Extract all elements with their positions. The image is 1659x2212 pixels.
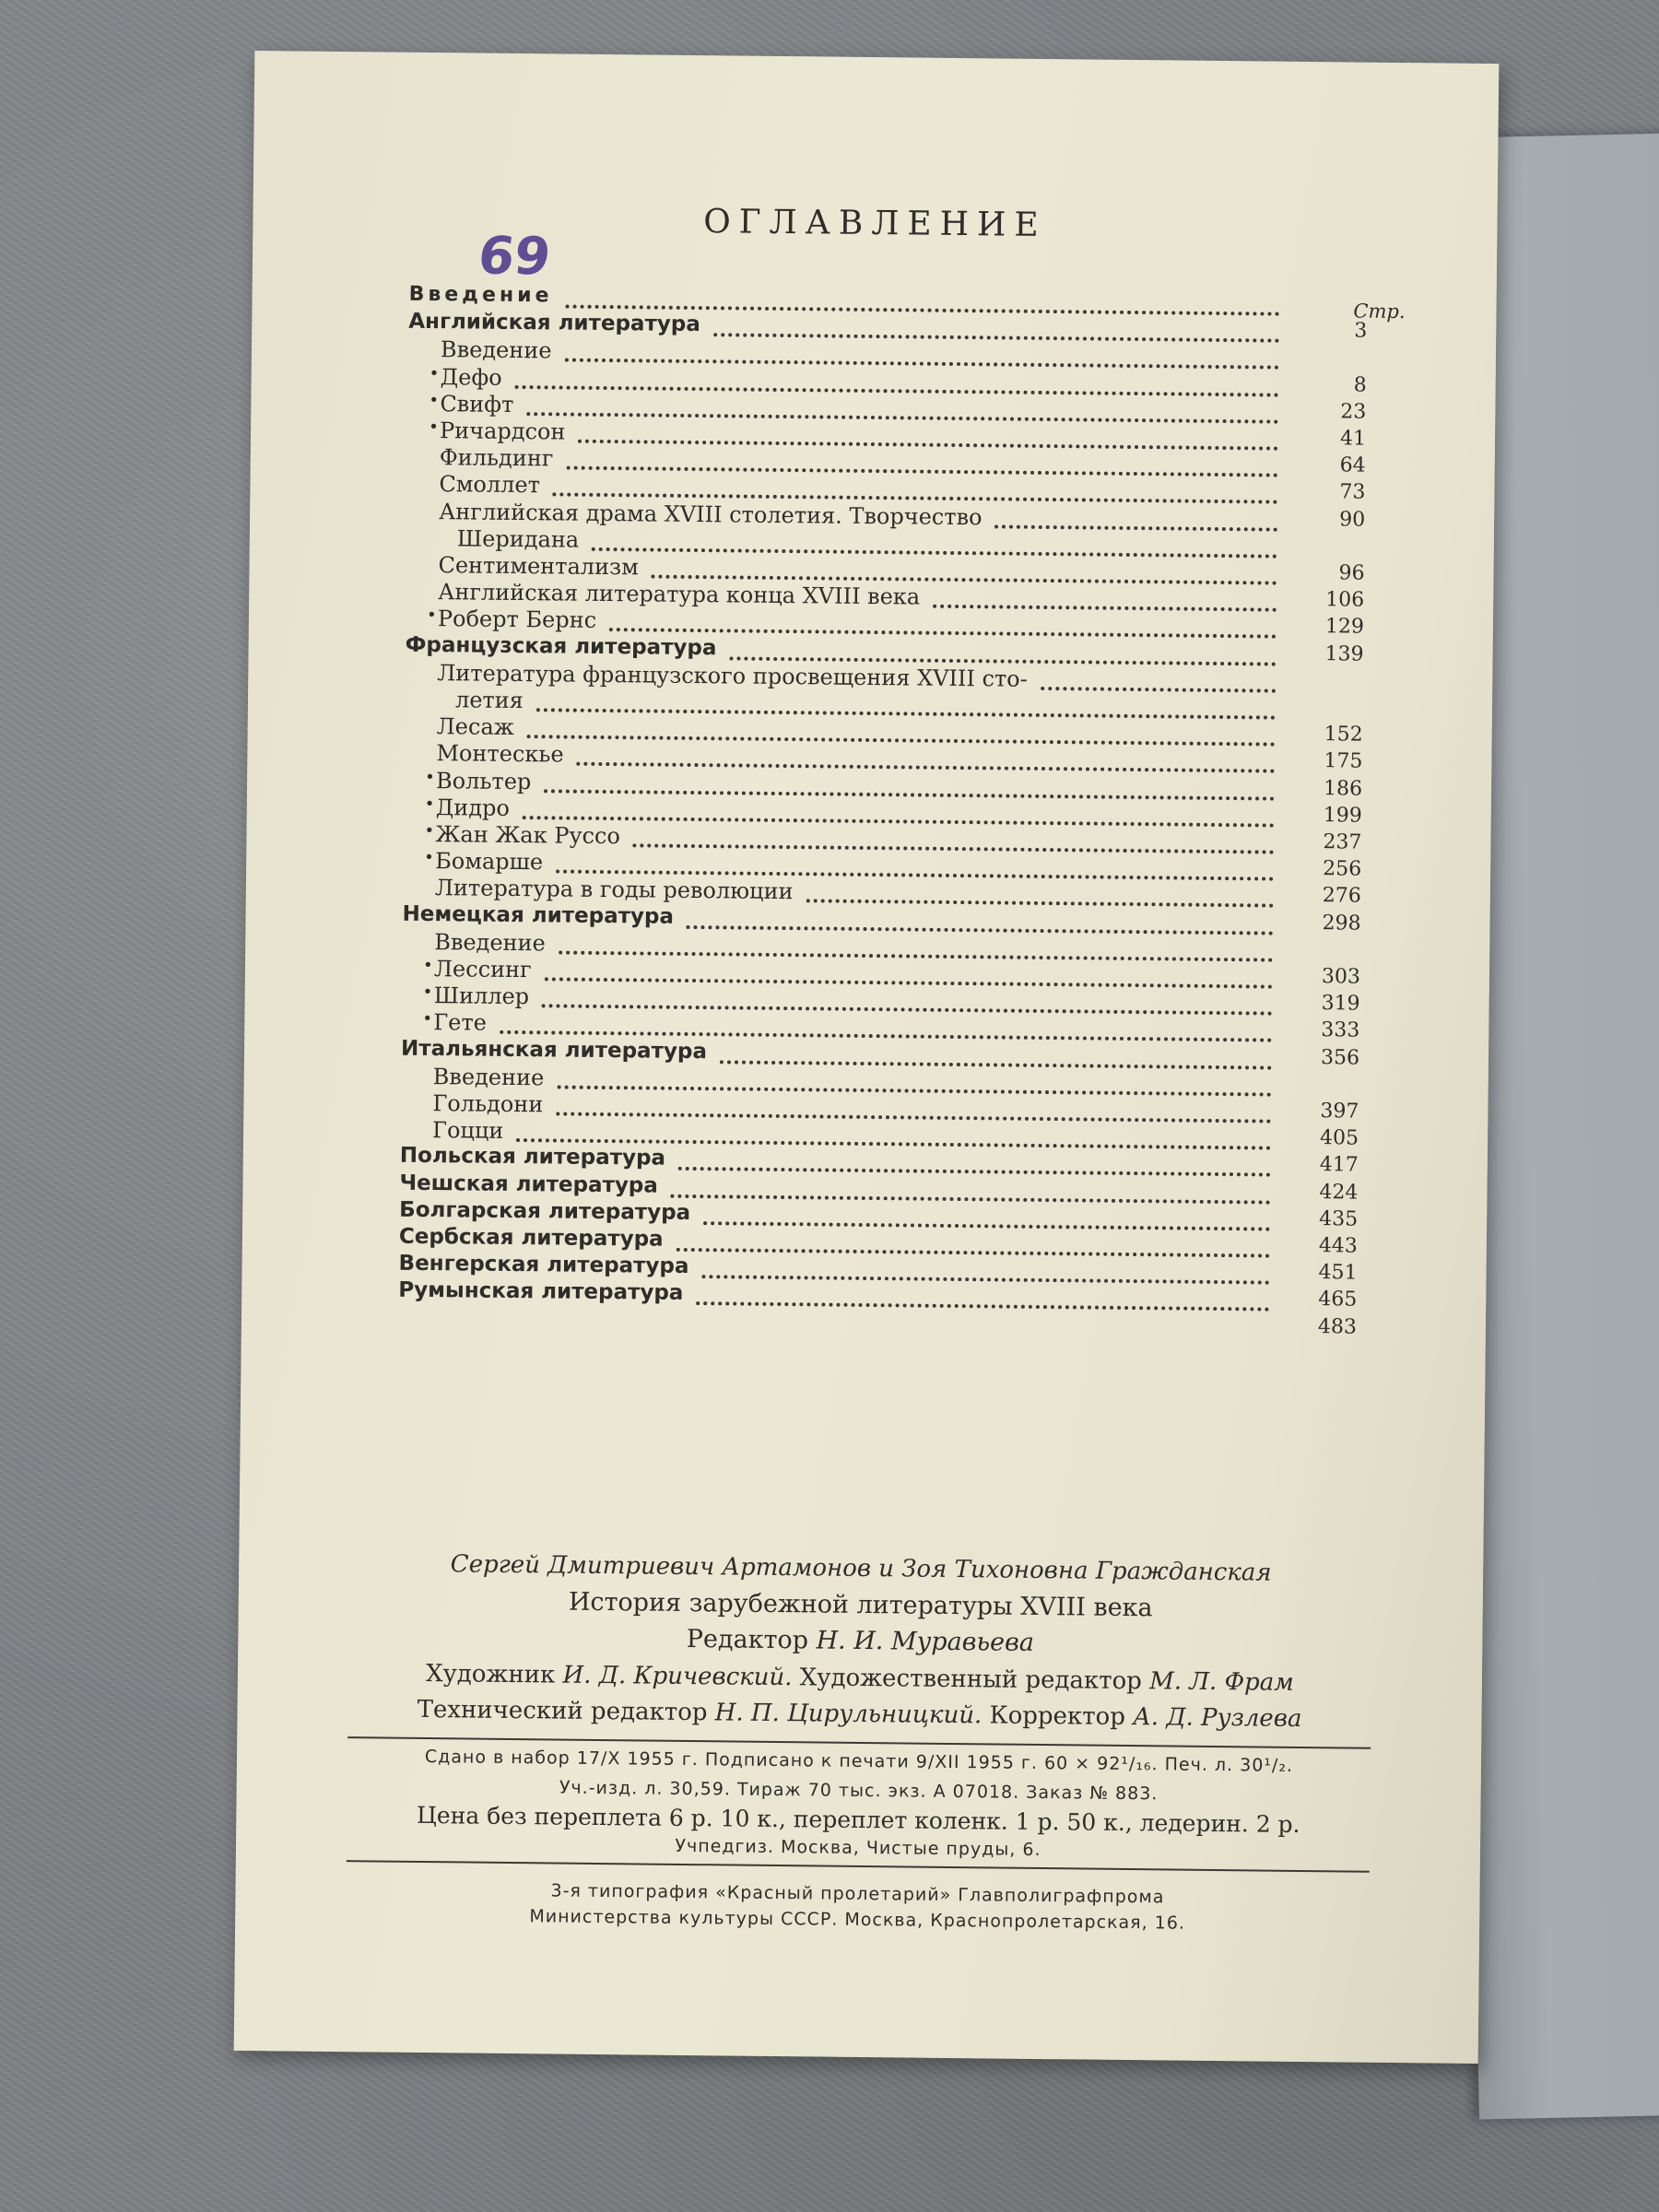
toc-page-number: 41 bbox=[1339, 427, 1367, 451]
toc-entry-label: Гете bbox=[433, 1009, 488, 1037]
imprint-editor-name: Н. И. Муравьева bbox=[816, 1626, 1035, 1657]
ink-stamp: 69 bbox=[475, 226, 554, 288]
toc-page-number: 417 bbox=[1319, 1153, 1359, 1177]
toc-entry-label: Введение bbox=[432, 1063, 545, 1091]
imprint-art-editor-name: М. Л. Фрам bbox=[1149, 1667, 1294, 1697]
imprint-artist-prefix: Художник bbox=[425, 1660, 556, 1689]
toc-entry-label: Фильдинг bbox=[439, 444, 554, 472]
toc-page-number bbox=[1295, 1073, 1359, 1074]
toc-entry-label: Введение bbox=[408, 282, 553, 308]
toc-entry-label: Английская литература bbox=[408, 309, 700, 337]
toc-bullet-mark: • bbox=[429, 417, 439, 438]
toc-bullet-mark: • bbox=[422, 1009, 433, 1030]
imprint-line-1: Сдано в набор 17/X 1955 г. Подписано к печати 9/XII 1955 г. 60 × 92¹/₁₆. Печ. л. 30¹/₂. bbox=[424, 1747, 1294, 1776]
toc-entry-label: Бомарше bbox=[435, 848, 544, 876]
toc-entry-label: Французская литература bbox=[405, 632, 717, 660]
imprint-line-5: 3-я типография «Красный пролетарий» Главполиграфпрома bbox=[550, 1880, 1165, 1908]
toc-entry-label: Гольдони bbox=[432, 1090, 544, 1118]
imprint-editor bbox=[238, 1620, 1482, 1662]
toc-page-number: 465 bbox=[1318, 1288, 1358, 1312]
imprint-line-4: Учпедгиз. Москва, Чистые пруды, 6. bbox=[675, 1835, 1041, 1861]
imprint-corrector-name: А. Д. Рузлева bbox=[1133, 1703, 1302, 1733]
toc-bullet-mark: • bbox=[429, 363, 440, 383]
toc-entry-label: Ричардсон bbox=[439, 418, 566, 445]
toc-entry-label: Лесаж bbox=[436, 713, 514, 741]
toc-entry-label: Болгарская литература bbox=[399, 1197, 691, 1225]
toc-entry-label: Сентиментализм bbox=[438, 552, 639, 581]
toc-bullet-mark: • bbox=[424, 848, 434, 868]
book-page bbox=[234, 51, 1500, 2064]
toc-page-number: 96 bbox=[1338, 561, 1365, 585]
toc-entry-label: Свифт bbox=[440, 390, 514, 418]
toc-entry-label: Румынская литература bbox=[398, 1278, 684, 1306]
toc-bullet-mark: • bbox=[424, 794, 435, 814]
toc-page-number: 356 bbox=[1320, 1045, 1360, 1070]
toc-page-number: 3 bbox=[1354, 319, 1368, 343]
toc-page-number bbox=[1296, 938, 1360, 939]
toc-bullet-mark: • bbox=[424, 820, 435, 841]
imprint-art-editor-prefix: Художественный редактор bbox=[799, 1664, 1143, 1696]
toc-page-number: 64 bbox=[1339, 453, 1366, 477]
imprint-line-6: Министерства культуры СССР. Москва, Краснопролетарская, 16. bbox=[529, 1906, 1186, 1934]
page-column-label: Стр. bbox=[1353, 300, 1406, 324]
imprint-tech-name: Н. П. Цирульницкий. bbox=[714, 1699, 982, 1730]
toc-entry-label: Дидро bbox=[435, 794, 511, 821]
toc-bullet-mark: • bbox=[422, 955, 433, 976]
toc-entry-label: Английская литература конца XVIII века bbox=[438, 579, 921, 610]
imprint-artist bbox=[238, 1658, 1482, 1699]
toc-page-number: 333 bbox=[1321, 1018, 1360, 1042]
imprint-editor-prefix: Редактор bbox=[686, 1624, 809, 1655]
toc-dot-leader bbox=[933, 603, 1277, 612]
toc-entry-label: Немецкая литература bbox=[402, 901, 675, 929]
toc-page-number bbox=[1299, 696, 1363, 697]
toc-entry-label: Гоцци bbox=[431, 1117, 504, 1145]
toc-entry-label: Монтескье bbox=[436, 740, 564, 768]
toc-entry-label: Чешская литература bbox=[399, 1171, 659, 1198]
imprint-tech-editor bbox=[237, 1694, 1481, 1735]
toc-entry-label: Введение bbox=[434, 928, 546, 957]
toc-page-number: 106 bbox=[1325, 588, 1365, 612]
toc-page-number bbox=[1299, 669, 1363, 670]
toc-entry-label: Смоллет bbox=[439, 471, 541, 499]
toc-page-number: 303 bbox=[1321, 965, 1361, 989]
toc-page-number: 405 bbox=[1319, 1126, 1359, 1150]
imprint-corrector-prefix: Корректор bbox=[989, 1701, 1126, 1731]
toc-entry-label: Шеридана bbox=[456, 525, 580, 553]
toc-page-number: 319 bbox=[1321, 992, 1360, 1016]
toc-page-number: 199 bbox=[1323, 803, 1362, 828]
toc-bullet-mark: • bbox=[425, 767, 435, 787]
toc-entry-label: Вольтер bbox=[435, 767, 532, 794]
imprint-book-title: История зарубежной литературы XVIII века bbox=[568, 1587, 1153, 1623]
toc-entry-label: Сербская литература bbox=[398, 1224, 664, 1252]
toc-entry-label: Английская драма XVIII столетия. Творчество bbox=[439, 498, 982, 530]
toc-entry-label: Польская литература bbox=[399, 1144, 666, 1171]
toc-page-number: 256 bbox=[1323, 857, 1362, 881]
toc-entry-label: Итальянская литература bbox=[400, 1036, 708, 1064]
toc-page-number: 443 bbox=[1318, 1234, 1359, 1258]
toc-entry-label: Жан Жак Руссо bbox=[435, 821, 621, 850]
toc-page-number: 483 bbox=[1317, 1314, 1358, 1339]
toc-entry-label: Шиллер bbox=[433, 982, 530, 1010]
toc-entry-label: Литература в годы революции bbox=[434, 875, 794, 905]
imprint-artist-name: И. Д. Кричевский. bbox=[562, 1661, 793, 1692]
toc-entry-label: Введение bbox=[440, 336, 552, 364]
toc-entry-label: Роберт Бернс bbox=[437, 606, 597, 634]
imprint-line-2: Уч.-изд. л. 30,59. Тираж 70 тыс. экз. А 07018. Заказ № 883. bbox=[559, 1777, 1159, 1805]
toc-page-number: 73 bbox=[1339, 480, 1366, 505]
toc-page-number: 237 bbox=[1323, 830, 1362, 854]
toc-page-number: 8 bbox=[1353, 373, 1367, 397]
toc-page-number: 424 bbox=[1319, 1180, 1359, 1205]
imprint-tech-prefix: Технический редактор bbox=[417, 1695, 708, 1727]
toc-bullet-mark: • bbox=[422, 982, 433, 1003]
toc-page-number: 129 bbox=[1324, 615, 1365, 640]
toc-dot-leader bbox=[994, 523, 1277, 531]
toc-bullet-mark: • bbox=[426, 606, 437, 626]
toc-entry-label: Литература французского просвещения XVIII сто- bbox=[437, 659, 1028, 692]
toc-entry-label: Дефо bbox=[440, 363, 502, 391]
toc-dot-leader bbox=[1041, 685, 1276, 693]
toc-page-number: 175 bbox=[1324, 749, 1363, 774]
imprint-authors: Сергей Дмитриевич Артамонов и Зоя Тихоновна Гражданская bbox=[450, 1550, 1272, 1587]
toc-page-number bbox=[1302, 346, 1367, 347]
toc-page-number: 276 bbox=[1322, 884, 1361, 909]
toc-page-number: 451 bbox=[1318, 1261, 1358, 1285]
toc-page-number: 298 bbox=[1322, 911, 1361, 935]
toc-page-number: 90 bbox=[1339, 507, 1366, 532]
toc-page-number: 186 bbox=[1323, 776, 1363, 801]
toc-entry-label: Венгерская литература bbox=[398, 1251, 689, 1279]
toc-page-number: 139 bbox=[1324, 641, 1364, 666]
toc-page-number: 152 bbox=[1324, 723, 1363, 747]
imprint-line-3: Цена без переплета 6 р. 10 к., переплет коленк. 1 р. 50 к., ледерин. 2 р. bbox=[416, 1801, 1300, 1838]
toc-bullet-mark: • bbox=[429, 390, 440, 410]
toc-entry-label: летия bbox=[454, 687, 524, 714]
toc-page-number: 23 bbox=[1340, 400, 1367, 424]
imprint-rule-bottom bbox=[347, 1860, 1370, 1873]
toc-page-number bbox=[1303, 292, 1368, 293]
toc-page-number: 435 bbox=[1319, 1206, 1359, 1231]
toc-entry-label: Лессинг bbox=[433, 956, 532, 983]
toc-page-number: 397 bbox=[1320, 1100, 1359, 1124]
page-title: ОГЛАВЛЕНИЕ bbox=[703, 203, 1047, 244]
